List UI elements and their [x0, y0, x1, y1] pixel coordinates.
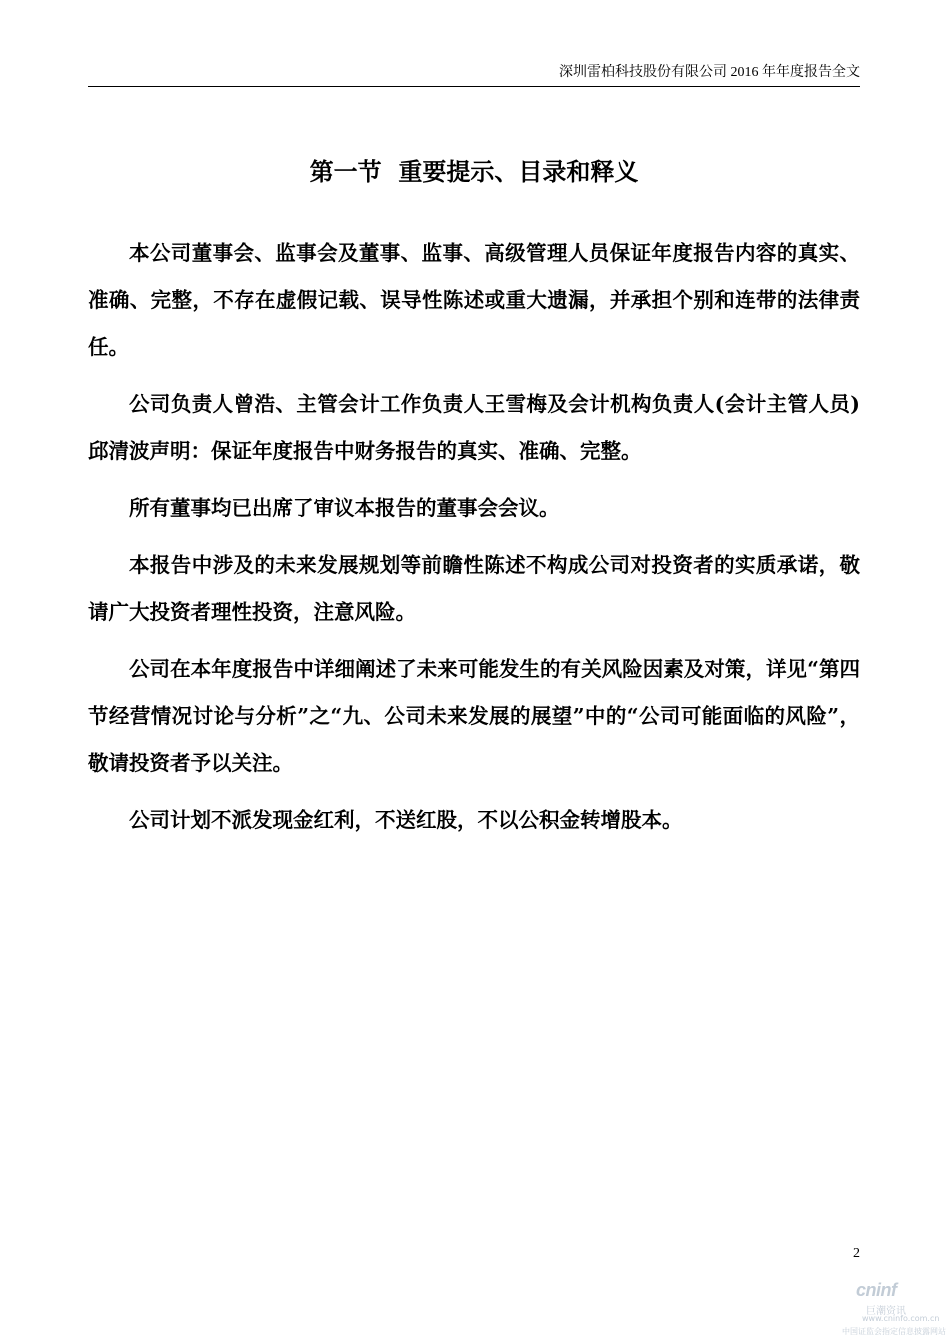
section-title: 第一节 重要提示、目录和释义 [309, 157, 639, 186]
running-header: 深圳雷柏科技股份有限公司 2016 年年度报告全文 [559, 65, 860, 80]
paragraph-responsible-persons: 公司负责人曾浩、主管会计工作负责人王雪梅及会计机构负责人(会计主管人员)邱清波声明：保证年度报告中财务报告的真实、准确、完整。 [88, 392, 860, 463]
page-number: 2 [853, 1246, 860, 1261]
watermark-line3: 中国证监会指定信息披露网站 [842, 1327, 946, 1336]
paragraph-dividend-plan: 公司计划不派发现金红利，不送红股，不以公积金转增股本。 [129, 808, 683, 832]
body-text [88, 230, 860, 854]
paragraph-assurance: 本公司董事会、监事会及董事、监事、高级管理人员保证年度报告内容的真实、准确、完整，不存在虚假记载、误导性陈述或重大遗漏，并承担个别和连带的法律责任。 [88, 241, 860, 359]
paragraph-risk-factors: 公司在本年度报告中详细阐述了未来可能发生的有关风险因素及对策，详见“第四节经营情况讨论与分析”之“九、公司未来发展的展望”中的“公司可能面临的风险”，敬请投资者予以关注。 [88, 657, 860, 775]
watermark-line2: www.cninfo.com.cn [862, 1314, 940, 1323]
cninfo-watermark [838, 1280, 946, 1340]
paragraph-forward-looking: 本报告中涉及的未来发展规划等前瞻性陈述不构成公司对投资者的实质承诺，敬请广大投资者理性投资，注意风险。 [88, 553, 860, 624]
paragraph-directors-attendance: 所有董事均已出席了审议本报告的董事会会议。 [129, 496, 560, 520]
watermark-brand: cninf [856, 1280, 897, 1300]
watermark-line1: 巨潮资讯 [866, 1306, 906, 1317]
header-rule [88, 86, 860, 87]
